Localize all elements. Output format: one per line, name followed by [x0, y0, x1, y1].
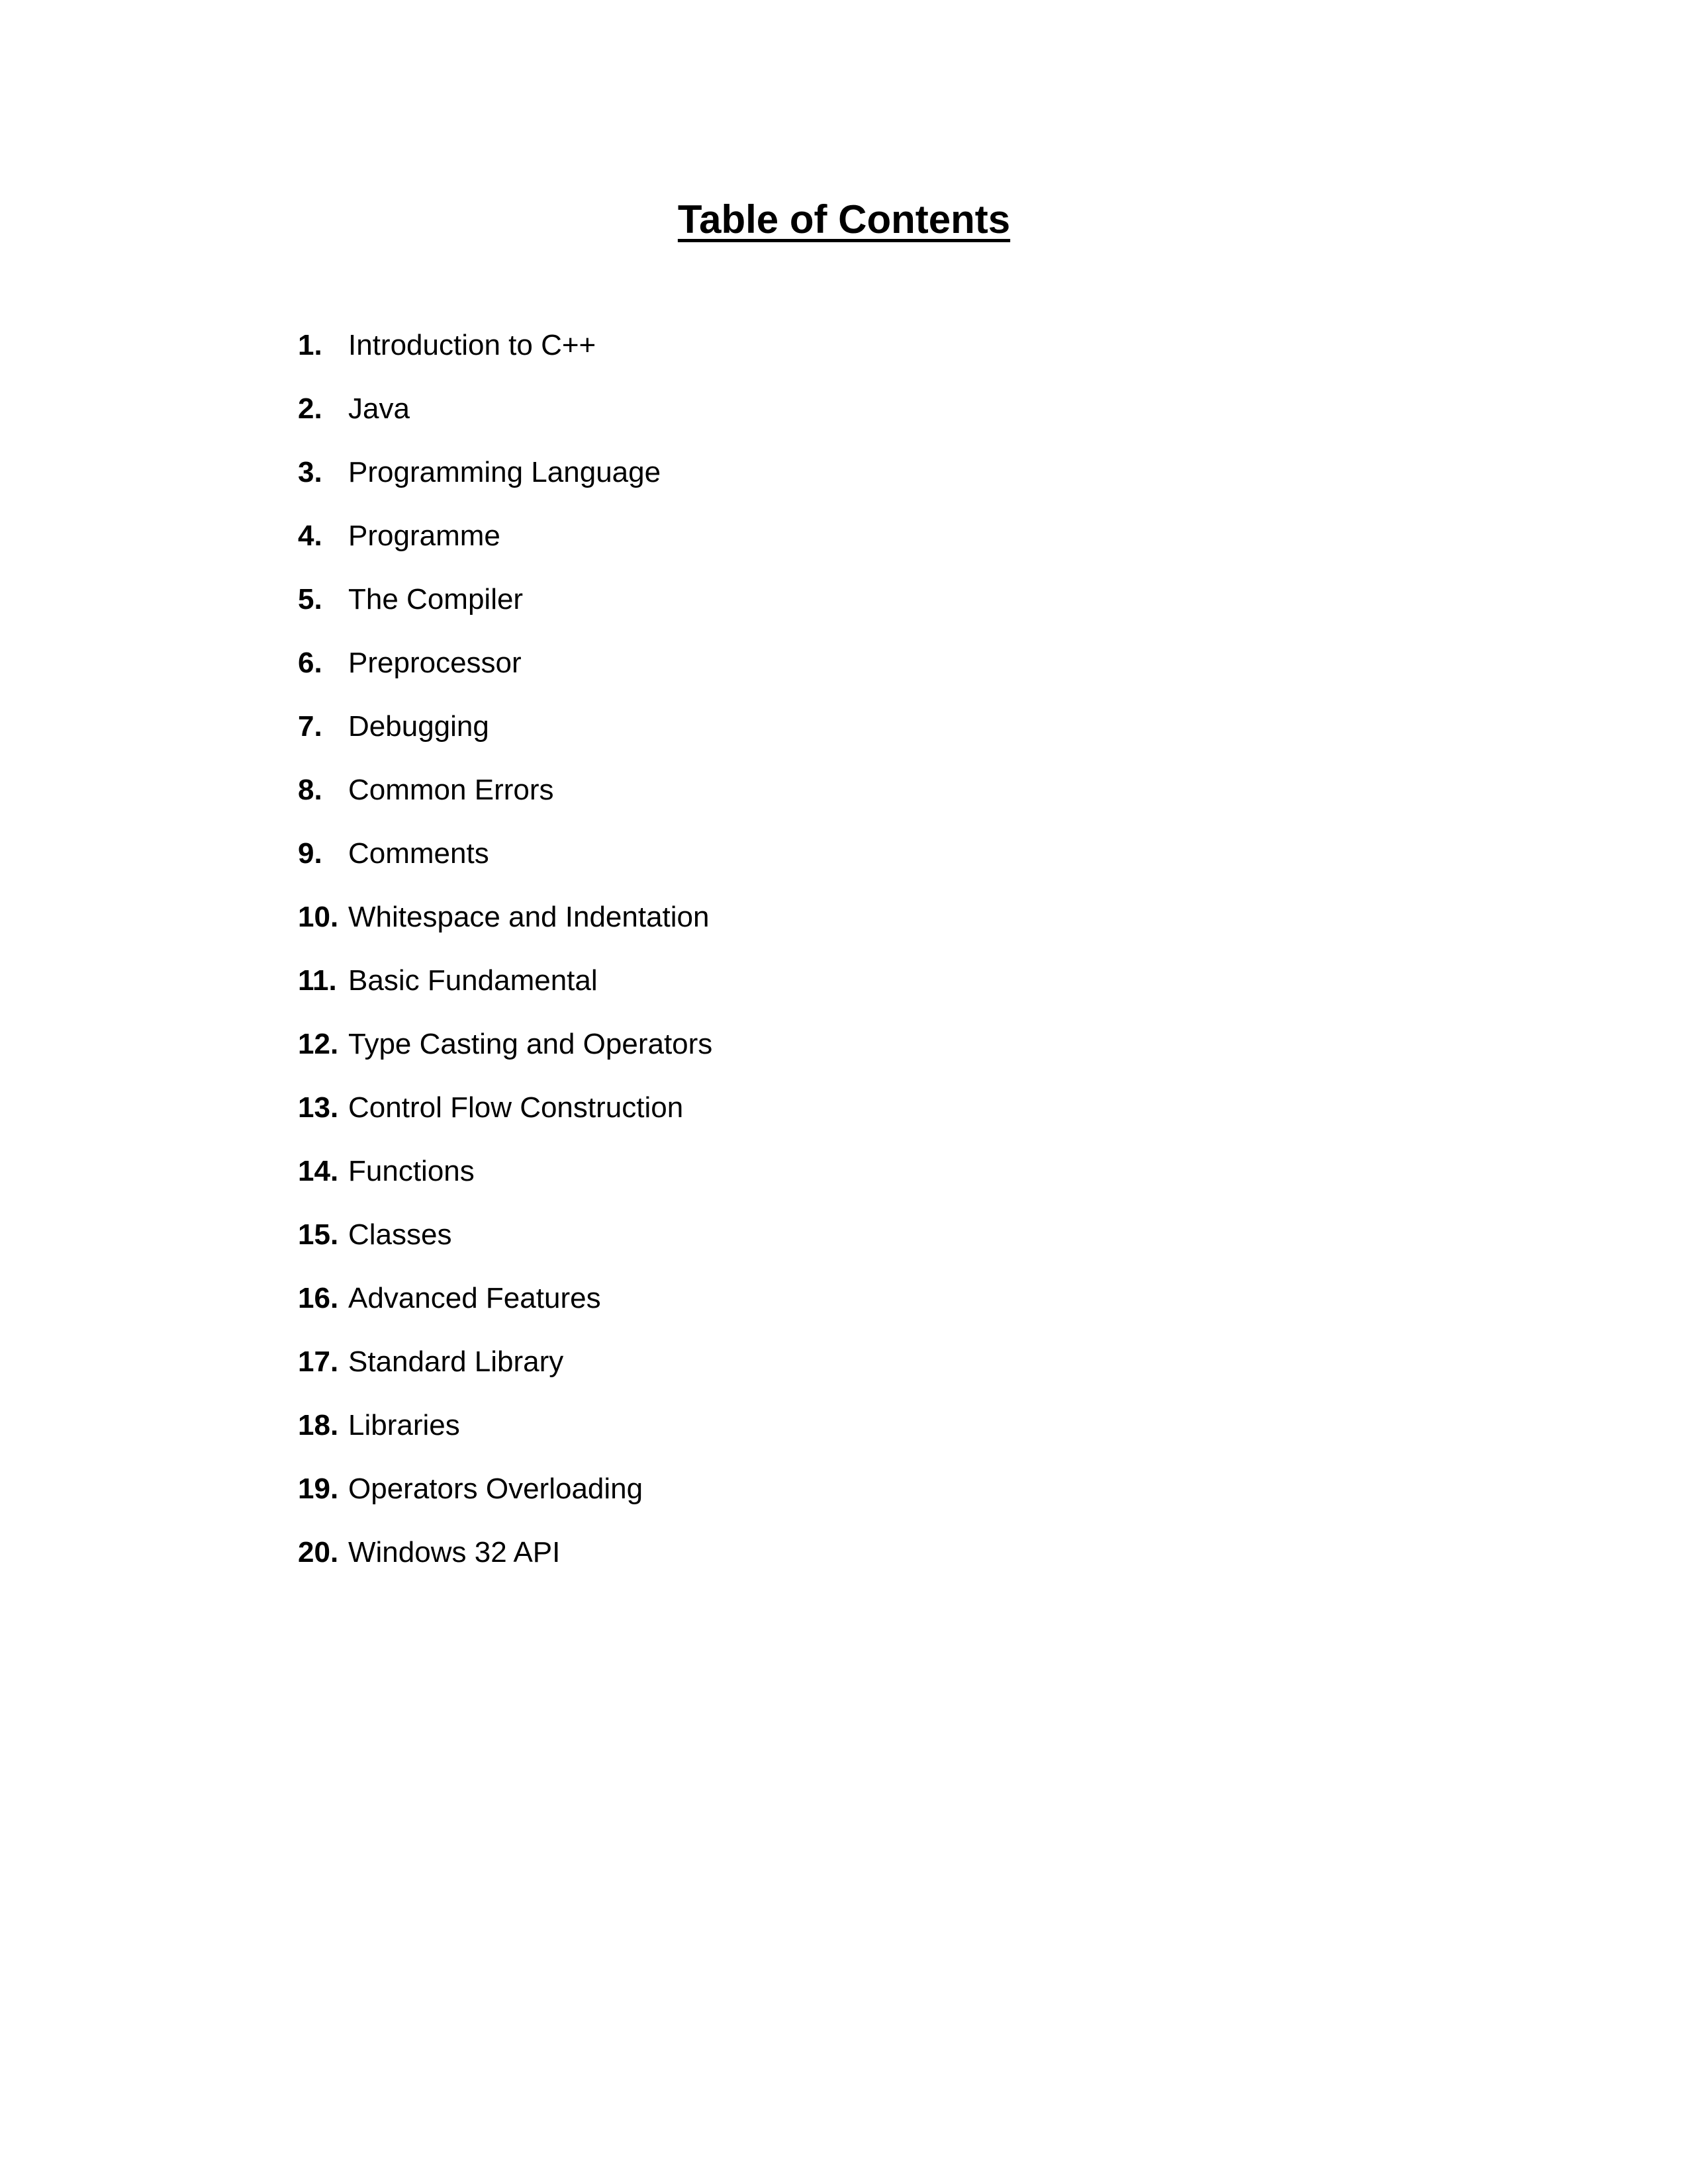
page-title — [0, 193, 1688, 246]
toc-entry-number: 19. — [298, 1473, 339, 1505]
toc-entry — [298, 389, 1291, 453]
toc-entry — [298, 834, 1291, 897]
toc-entry — [298, 1088, 1291, 1152]
toc-entry-number: 4. — [298, 520, 322, 552]
toc-entry-label: Programming Language — [348, 456, 661, 488]
toc-entry-number: 3. — [298, 456, 322, 488]
toc-entry-label: Operators Overloading — [348, 1473, 643, 1505]
toc-entry — [298, 770, 1291, 834]
toc-entry-label: Introduction to C++ — [348, 329, 596, 361]
toc-entry-label: Common Errors — [348, 774, 554, 806]
toc-entry-number: 2. — [298, 392, 322, 425]
toc-entry-number: 7. — [298, 710, 322, 743]
toc-entry — [298, 326, 1291, 389]
toc-entry — [298, 1215, 1291, 1279]
toc-entry-label: Libraries — [348, 1409, 460, 1441]
toc-entry-label: Advanced Features — [348, 1282, 601, 1314]
toc-entry — [298, 643, 1291, 707]
toc-entry-number: 20. — [298, 1536, 339, 1569]
toc-entry-number: 8. — [298, 774, 322, 806]
toc-entry-number: 11. — [298, 964, 337, 997]
toc-entry — [298, 516, 1291, 580]
toc-entry-label: Programme — [348, 520, 500, 552]
toc-entry-label: The Compiler — [348, 583, 524, 615]
toc-entry — [298, 1406, 1291, 1469]
toc-entry-number: 13. — [298, 1091, 339, 1124]
toc-entry-label: Comments — [348, 837, 489, 870]
toc-entry — [298, 453, 1291, 516]
toc-entry — [298, 1533, 1291, 1596]
toc-entry — [298, 961, 1291, 1024]
toc-entry-number: 17. — [298, 1345, 339, 1378]
toc-entry — [298, 1469, 1291, 1533]
toc-entry-number: 14. — [298, 1155, 339, 1187]
page-title-text: Table of Contents — [677, 197, 1011, 242]
toc-entry-label: Type Casting and Operators — [348, 1028, 713, 1060]
toc-entry-label: Preprocessor — [348, 647, 522, 679]
toc-entry-label: Control Flow Construction — [348, 1091, 684, 1124]
toc-entry-label: Standard Library — [348, 1345, 564, 1378]
toc-entry — [298, 1279, 1291, 1342]
toc-entry-number: 18. — [298, 1409, 339, 1441]
toc-entry-label: Java — [348, 392, 410, 425]
toc-entry-number: 10. — [298, 901, 339, 933]
toc-entry-number: 15. — [298, 1218, 339, 1251]
toc-entry-number: 16. — [298, 1282, 339, 1314]
toc-entry — [298, 1342, 1291, 1406]
toc-entry — [298, 897, 1291, 961]
toc-entry — [298, 580, 1291, 643]
toc-entry-label: Debugging — [348, 710, 489, 743]
toc-entry — [298, 707, 1291, 770]
toc-entry-number: 9. — [298, 837, 322, 870]
toc-entry-label: Classes — [348, 1218, 452, 1251]
toc-list — [298, 326, 1291, 1596]
toc-entry-label: Windows 32 API — [348, 1536, 561, 1569]
toc-entry — [298, 1024, 1291, 1088]
toc-entry — [298, 1152, 1291, 1215]
toc-entry-number: 6. — [298, 647, 322, 679]
toc-entry-label: Functions — [348, 1155, 475, 1187]
toc-entry-number: 5. — [298, 583, 322, 615]
toc-entry-label: Whitespace and Indentation — [348, 901, 710, 933]
toc-entry-label: Basic Fundamental — [348, 964, 598, 997]
toc-entry-number: 12. — [298, 1028, 339, 1060]
toc-entry-number: 1. — [298, 329, 322, 361]
